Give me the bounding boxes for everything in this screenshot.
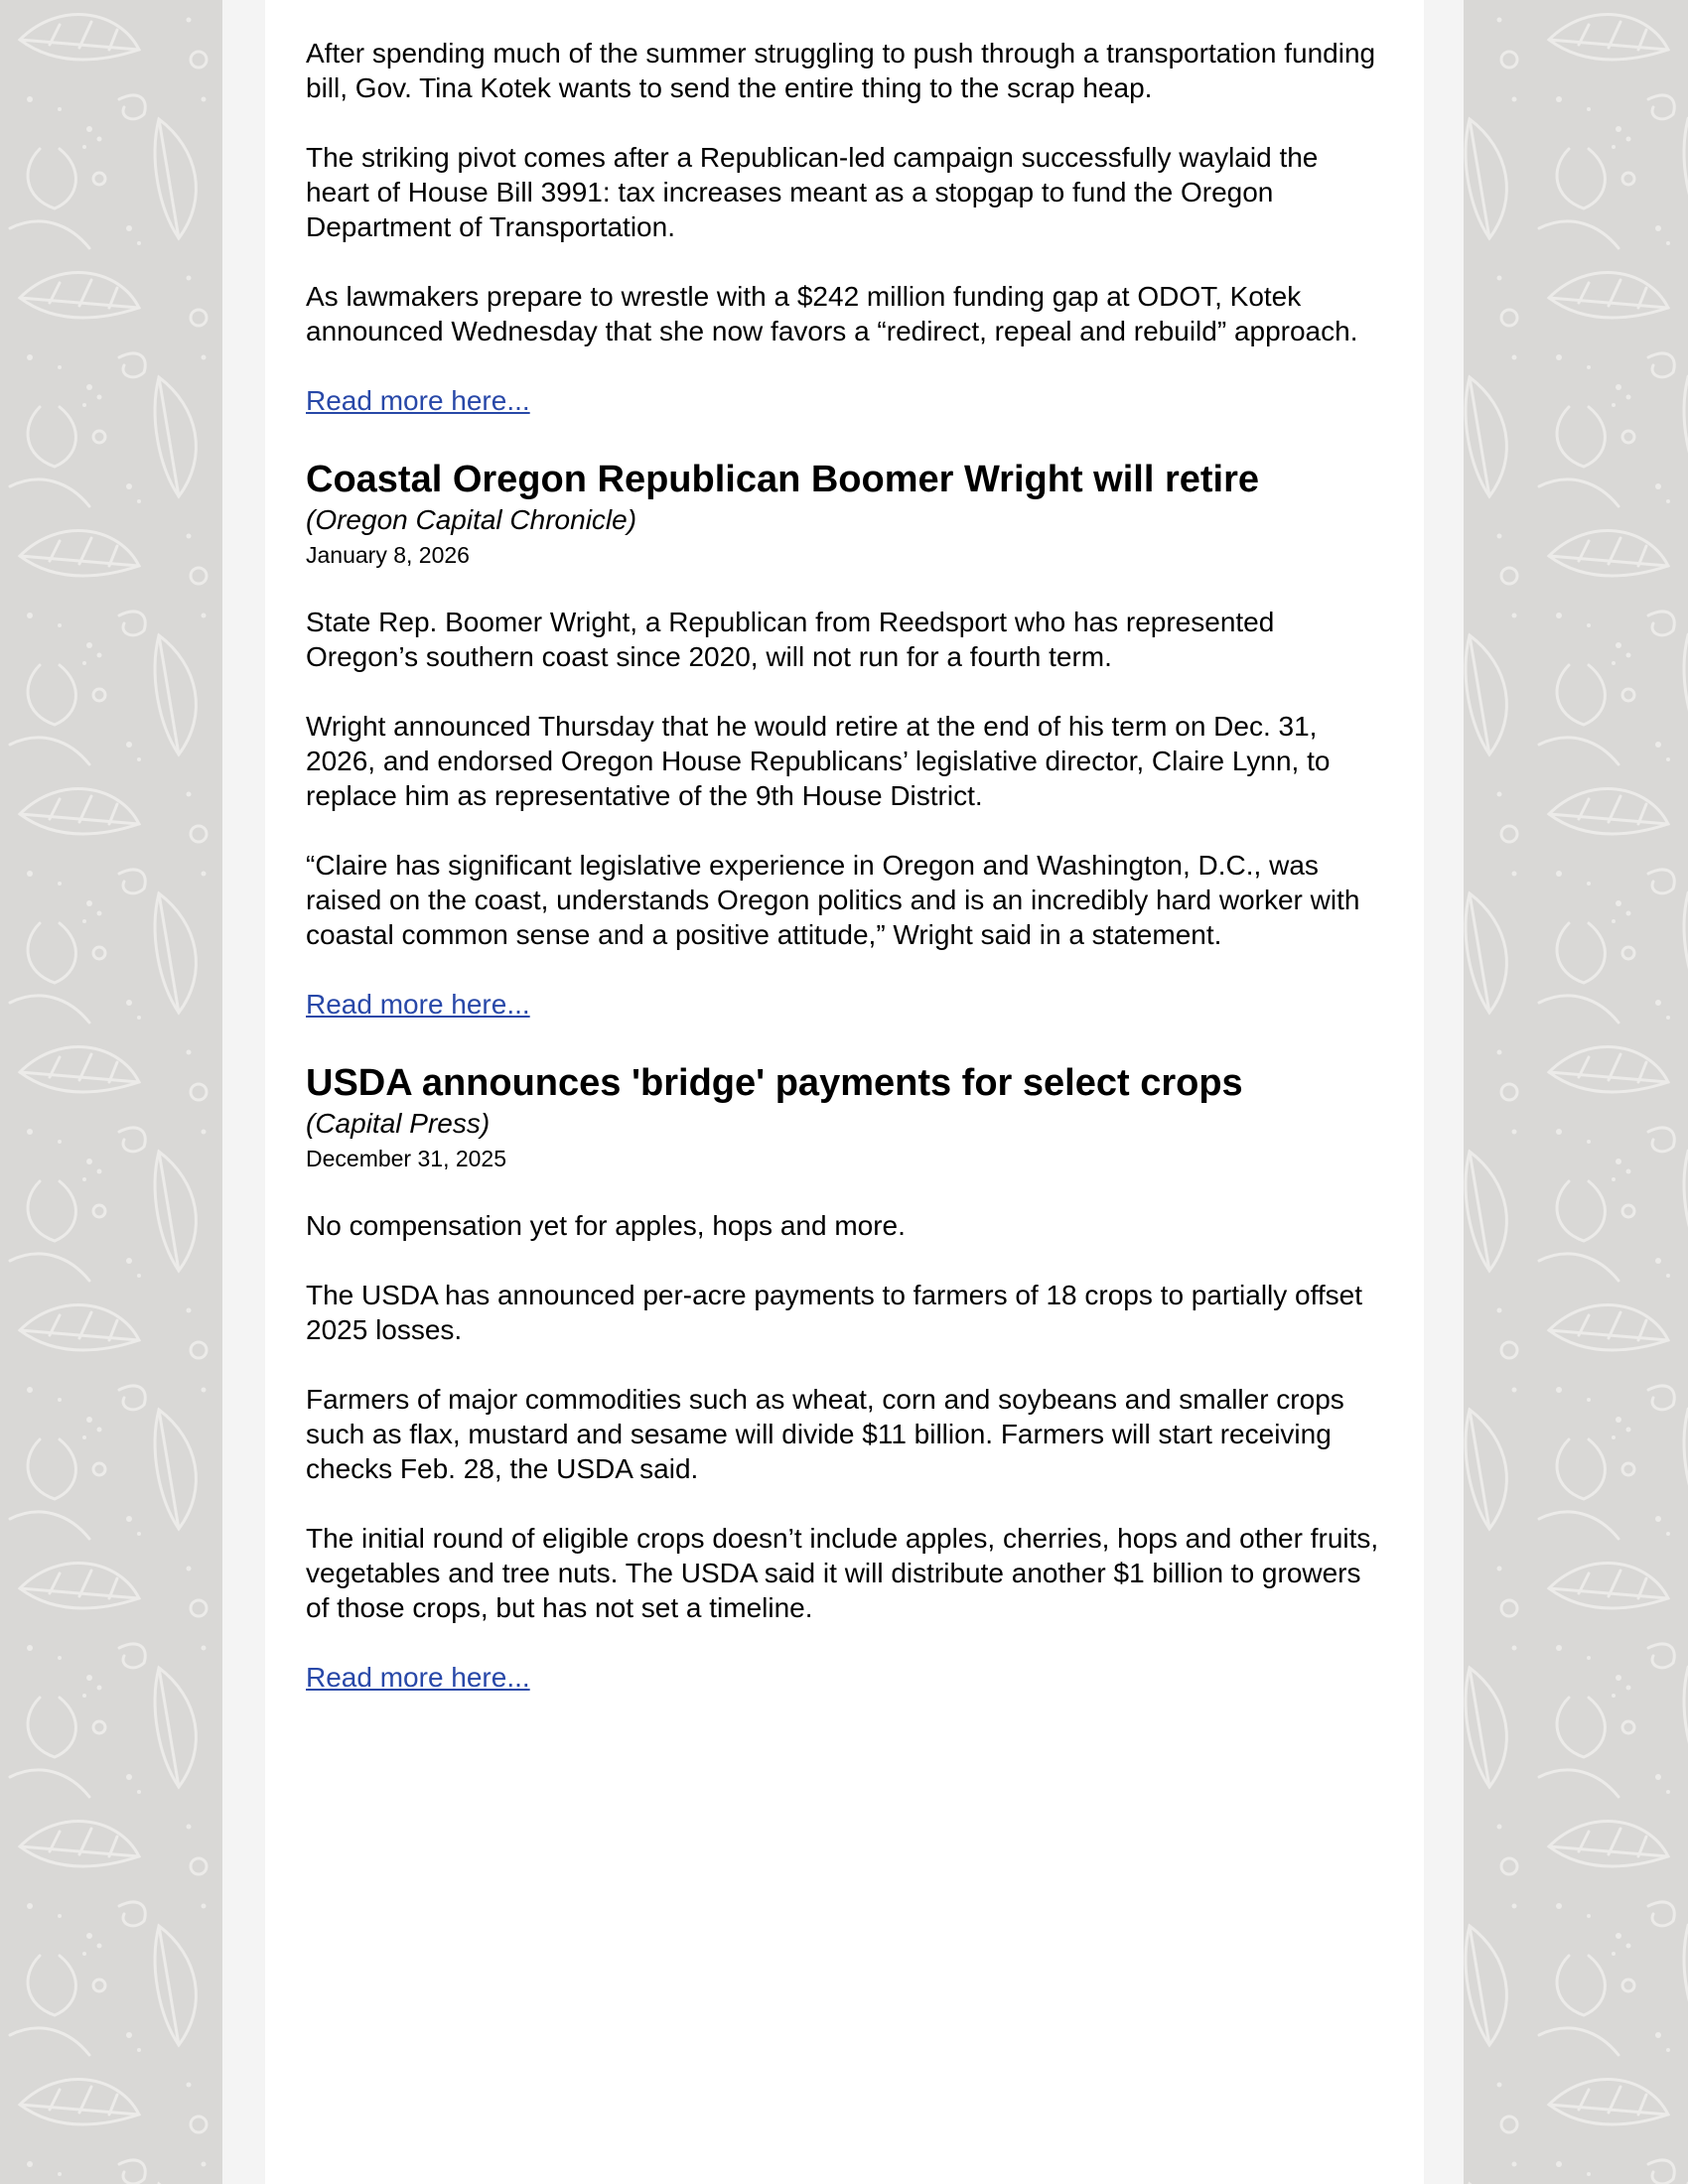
article-paragraph: The USDA has announced per-acre payments to farmers of 18 crops to partially offset 2025 losses.	[306, 1280, 1363, 1345]
read-more-link[interactable]: Read more here...	[306, 385, 530, 416]
article-source: (Capital Press)	[306, 1108, 491, 1139]
article-source: (Oregon Capital Chronicle)	[306, 504, 637, 535]
article-paragraph: State Rep. Boomer Wright, a Republican from Reedsport who has represented Oregon’s southern coast since 2020, will not run for a fourth term.	[306, 607, 1275, 672]
newsletter-content-column	[265, 0, 1424, 2184]
article-paragraph: The striking pivot comes after a Republican-led campaign successfully waylaid the heart of House Bill 3991: tax increases meant as a stopgap to fund the Oregon Department of Transportation.	[306, 142, 1319, 242]
read-more-link[interactable]: Read more here...	[306, 989, 530, 1020]
article-wright-retire	[306, 458, 1388, 1022]
article-paragraph: No compensation yet for apples, hops and more.	[306, 1210, 906, 1241]
article-paragraph: The initial round of eligible crops doesn’t include apples, cherries, hops and other fruits, vegetables and tree nuts. The USDA said it will distribute another $1 billion to growers of those crops, but has not set a timeline.	[306, 1523, 1379, 1623]
article-paragraph: As lawmakers prepare to wrestle with a $242 million funding gap at ODOT, Kotek announced Wednesday that she now favors a “redirect, repeal and rebuild” approach.	[306, 281, 1358, 346]
article-paragraph: After spending much of the summer struggling to push through a transportation funding bill, Gov. Tina Kotek wants to send the entire thing to the scrap heap.	[306, 38, 1376, 103]
article-title: Coastal Oregon Republican Boomer Wright will retire	[306, 459, 1260, 500]
article-paragraph: Wright announced Thursday that he would retire at the end of his term on Dec. 31, 2026, and endorsed Oregon House Republicans’ legislative director, Claire Lynn, to replace him as representative of the 9th House District.	[306, 711, 1331, 811]
article-title: USDA announces 'bridge' payments for select crops	[306, 1062, 1243, 1104]
lead-article	[306, 36, 1388, 418]
article-usda-bridge-payments	[306, 1061, 1388, 1695]
newsletter-body	[306, 36, 1388, 1695]
article-paragraph: “Claire has significant legislative experience in Oregon and Washington, D.C., was raised on the coast, understands Oregon politics and is an incredibly hard worker with coastal common sense and a positive attitude,” Wright said in a statement.	[306, 850, 1360, 950]
read-more-link[interactable]: Read more here...	[306, 1662, 530, 1693]
article-date: December 31, 2025	[306, 1146, 507, 1171]
article-date: January 8, 2026	[306, 542, 470, 568]
article-paragraph: Farmers of major commodities such as wheat, corn and soybeans and smaller crops such as flax, mustard and sesame will divide $11 billion. Farmers will start receiving checks Feb. 28, the USDA said.	[306, 1384, 1344, 1484]
